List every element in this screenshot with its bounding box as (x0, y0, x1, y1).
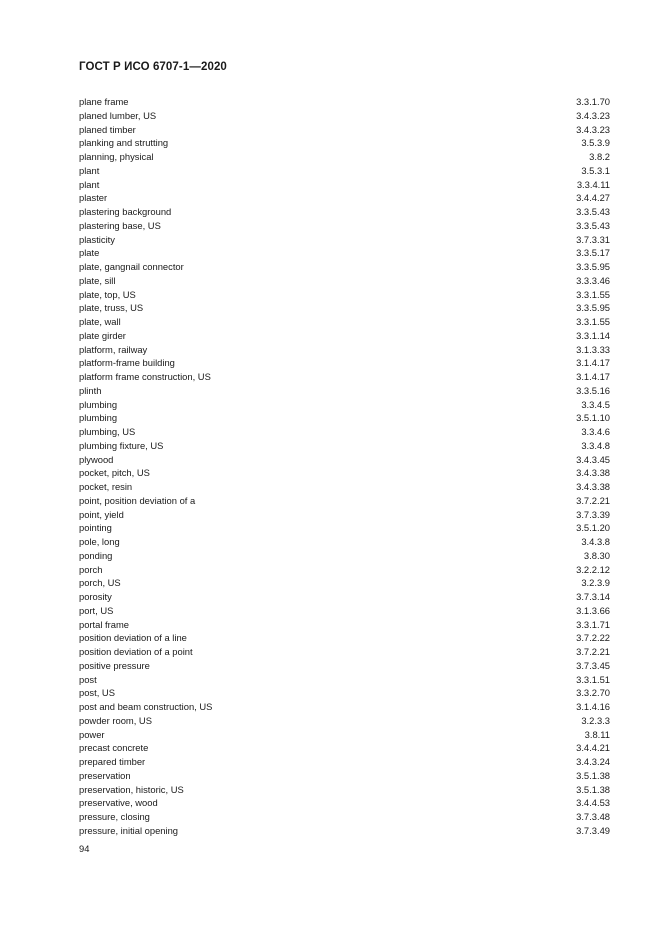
index-entry (79, 425, 610, 439)
index-entry (79, 563, 610, 577)
index-reference: 3.4.3.38 (576, 467, 610, 479)
index-term: pointing (79, 522, 112, 534)
index-entry (79, 810, 610, 824)
index-reference: 3.3.5.16 (576, 384, 610, 396)
index-term: planed lumber, US (79, 109, 157, 121)
index-reference: 3.3.5.43 (576, 219, 610, 231)
index-entry (79, 659, 610, 673)
index-entry (79, 329, 610, 343)
index-term: pole, long (79, 536, 120, 547)
index-term: plasticity (79, 233, 115, 245)
index-entry (79, 618, 610, 632)
index-reference: 3.5.1.38 (576, 769, 610, 781)
index-entry (79, 123, 610, 137)
index-entry (79, 645, 610, 659)
index-term: plate girder (79, 329, 126, 341)
index-reference: 3.7.3.39 (576, 508, 610, 520)
index-reference: 3.4.4.53 (576, 797, 610, 809)
index-entry (79, 480, 610, 494)
index-entry (79, 150, 610, 164)
index-reference: 3.2.3.9 (581, 577, 610, 589)
index-reference: 3.4.4.21 (576, 742, 610, 754)
index-reference: 3.7.3.14 (576, 591, 610, 602)
index-term: position deviation of a point (79, 646, 193, 657)
index-reference: 3.5.3.9 (581, 137, 610, 149)
index-reference: 3.4.3.45 (576, 453, 610, 465)
index-term: planning, physical (79, 151, 154, 162)
index-entry (79, 494, 610, 508)
index-entry (79, 535, 610, 549)
index-entry (79, 109, 610, 123)
index-term: plate, top, US (79, 288, 136, 300)
index-entry (79, 260, 610, 274)
index-term: plastering background (79, 206, 172, 217)
index-term: porch (79, 563, 103, 575)
index-term: platform frame construction, US (79, 371, 211, 382)
document-header: ГОСТ Р ИСО 6707-1—2020 (79, 61, 227, 73)
index-term: planed timber (79, 123, 136, 135)
index-reference: 3.3.4.6 (581, 426, 610, 437)
index-entry (79, 769, 610, 783)
index-entry (79, 549, 610, 563)
index-term: platform, railway (79, 343, 148, 355)
index-entry (79, 136, 610, 150)
index-entry (79, 191, 610, 205)
index-reference: 3.3.1.55 (576, 316, 610, 327)
index-term: plate, sill (79, 274, 116, 286)
index-entry (79, 728, 610, 742)
index-entry (79, 398, 610, 412)
index-reference: 3.8.30 (583, 549, 610, 561)
index-reference: 3.7.3.45 (576, 659, 610, 671)
index-reference: 3.3.5.17 (576, 247, 610, 259)
index-reference: 3.5.3.1 (581, 164, 610, 176)
index-term: planking and strutting (79, 137, 169, 149)
index-term: pressure, initial opening (79, 824, 179, 836)
index-term: position deviation of a line (79, 632, 187, 644)
index-reference: 3.7.3.49 (576, 824, 610, 836)
index-reference: 3.4.3.23 (576, 123, 610, 135)
index-term: post and beam construction, US (79, 701, 213, 712)
index-term: positive pressure (79, 659, 150, 671)
index-reference: 3.3.5.95 (576, 302, 610, 314)
index-reference: 3.4.3.24 (576, 756, 610, 767)
index-reference: 3.1.4.16 (576, 701, 610, 712)
index-entry (79, 741, 610, 755)
index-reference: 3.3.1.14 (576, 329, 610, 341)
index-entry (79, 576, 610, 590)
index-term: platform-frame building (79, 357, 175, 369)
index-reference: 3.7.2.22 (576, 632, 610, 644)
index-reference: 3.1.4.17 (576, 357, 610, 369)
index-entry (79, 673, 610, 687)
index-entry (79, 508, 610, 522)
index-term: plate, truss, US (79, 302, 144, 314)
index-reference: 3.3.1.71 (576, 618, 610, 630)
index-entry (79, 755, 610, 769)
index-term: post, US (79, 687, 115, 699)
index-term: plant (79, 164, 100, 176)
index-entry (79, 356, 610, 370)
index-reference: 3.2.3.3 (581, 714, 610, 726)
index-reference: 3.4.3.23 (576, 109, 610, 121)
index-term: power (79, 728, 105, 740)
index-term: point, position deviation of a (79, 494, 196, 506)
index-entry (79, 205, 610, 219)
index-term: preservative, wood (79, 797, 158, 809)
index-reference: 3.3.1.55 (576, 288, 610, 300)
index-entry (79, 439, 610, 453)
index-term: port, US (79, 604, 114, 616)
index-reference: 3.4.3.38 (576, 481, 610, 492)
index-entry (79, 315, 610, 329)
index-reference: 3.3.4.11 (576, 178, 610, 190)
index-reference: 3.3.1.51 (576, 673, 610, 685)
index-entry (79, 796, 610, 810)
index-entry (79, 783, 610, 797)
index-term: plastering base, US (79, 219, 161, 231)
index-term: pocket, resin (79, 481, 133, 492)
index-entry (79, 824, 610, 838)
index-reference: 3.2.2.12 (576, 563, 610, 575)
index-reference: 3.3.1.70 (576, 96, 610, 107)
index-term: post (79, 673, 97, 685)
index-term: pocket, pitch, US (79, 467, 150, 479)
index-reference: 3.7.3.31 (576, 233, 610, 245)
index-entry (79, 466, 610, 480)
index-term: plate (79, 247, 100, 259)
index-term: preservation, historic, US (79, 783, 184, 795)
index-reference: 3.3.2.70 (576, 687, 610, 699)
index-term: plinth (79, 384, 102, 396)
index-reference: 3.1.3.33 (576, 343, 610, 355)
index-entry (79, 604, 610, 618)
index-entry (79, 700, 610, 714)
index-term: pressure, closing (79, 811, 150, 822)
index-term: porosity (79, 591, 112, 602)
index-term: portal frame (79, 618, 130, 630)
index-reference: 3.8.2 (589, 151, 610, 162)
page-number: 94 (79, 843, 90, 854)
index-term: preservation (79, 769, 131, 781)
index-list (79, 95, 610, 838)
index-reference: 3.7.3.48 (576, 811, 610, 822)
index-reference: 3.3.5.95 (576, 261, 610, 272)
index-term: plate, wall (79, 316, 121, 327)
index-term: plumbing (79, 412, 118, 424)
index-reference: 3.8.11 (584, 728, 610, 740)
index-reference: 3.4.3.8 (581, 536, 610, 547)
index-term: point, yield (79, 508, 124, 520)
index-entry (79, 521, 610, 535)
index-entry (79, 590, 610, 604)
index-reference: 3.7.2.21 (576, 646, 610, 657)
index-term: plumbing fixture, US (79, 439, 164, 451)
index-entry (79, 631, 610, 645)
index-term: ponding (79, 549, 113, 561)
index-entry (79, 219, 610, 233)
index-entry (79, 233, 610, 247)
index-entry (79, 453, 610, 467)
index-entry (79, 384, 610, 398)
index-term: prepared timber (79, 756, 146, 767)
index-term: plant (79, 178, 100, 190)
index-reference: 3.5.1.20 (576, 522, 610, 534)
index-reference: 3.3.5.43 (576, 206, 610, 217)
index-term: plywood (79, 453, 114, 465)
index-entry (79, 343, 610, 357)
index-term: plane frame (79, 96, 129, 107)
index-reference: 3.5.1.38 (576, 783, 610, 795)
index-reference: 3.7.2.21 (576, 494, 610, 506)
index-term: plaster (79, 192, 108, 204)
index-term: powder room, US (79, 714, 152, 726)
index-term: porch, US (79, 577, 121, 589)
index-entry (79, 274, 610, 288)
index-entry (79, 411, 610, 425)
index-entry (79, 178, 610, 192)
index-term: plate, gangnail connector (79, 261, 184, 272)
index-term: plumbing, US (79, 426, 136, 437)
index-term: precast concrete (79, 742, 149, 754)
index-reference: 3.4.4.27 (576, 192, 610, 204)
index-entry (79, 288, 610, 302)
index-entry (79, 301, 610, 315)
index-reference: 3.3.4.8 (581, 439, 610, 451)
index-reference: 3.1.4.17 (576, 371, 610, 382)
index-reference: 3.1.3.66 (576, 604, 610, 616)
index-entry (79, 714, 610, 728)
index-entry (79, 686, 610, 700)
index-entry (79, 95, 610, 109)
index-reference: 3.3.3.46 (576, 274, 610, 286)
index-entry (79, 370, 610, 384)
index-reference: 3.5.1.10 (576, 412, 610, 424)
index-reference: 3.3.4.5 (581, 398, 610, 410)
index-entry (79, 246, 610, 260)
index-term: plumbing (79, 398, 118, 410)
index-entry (79, 164, 610, 178)
